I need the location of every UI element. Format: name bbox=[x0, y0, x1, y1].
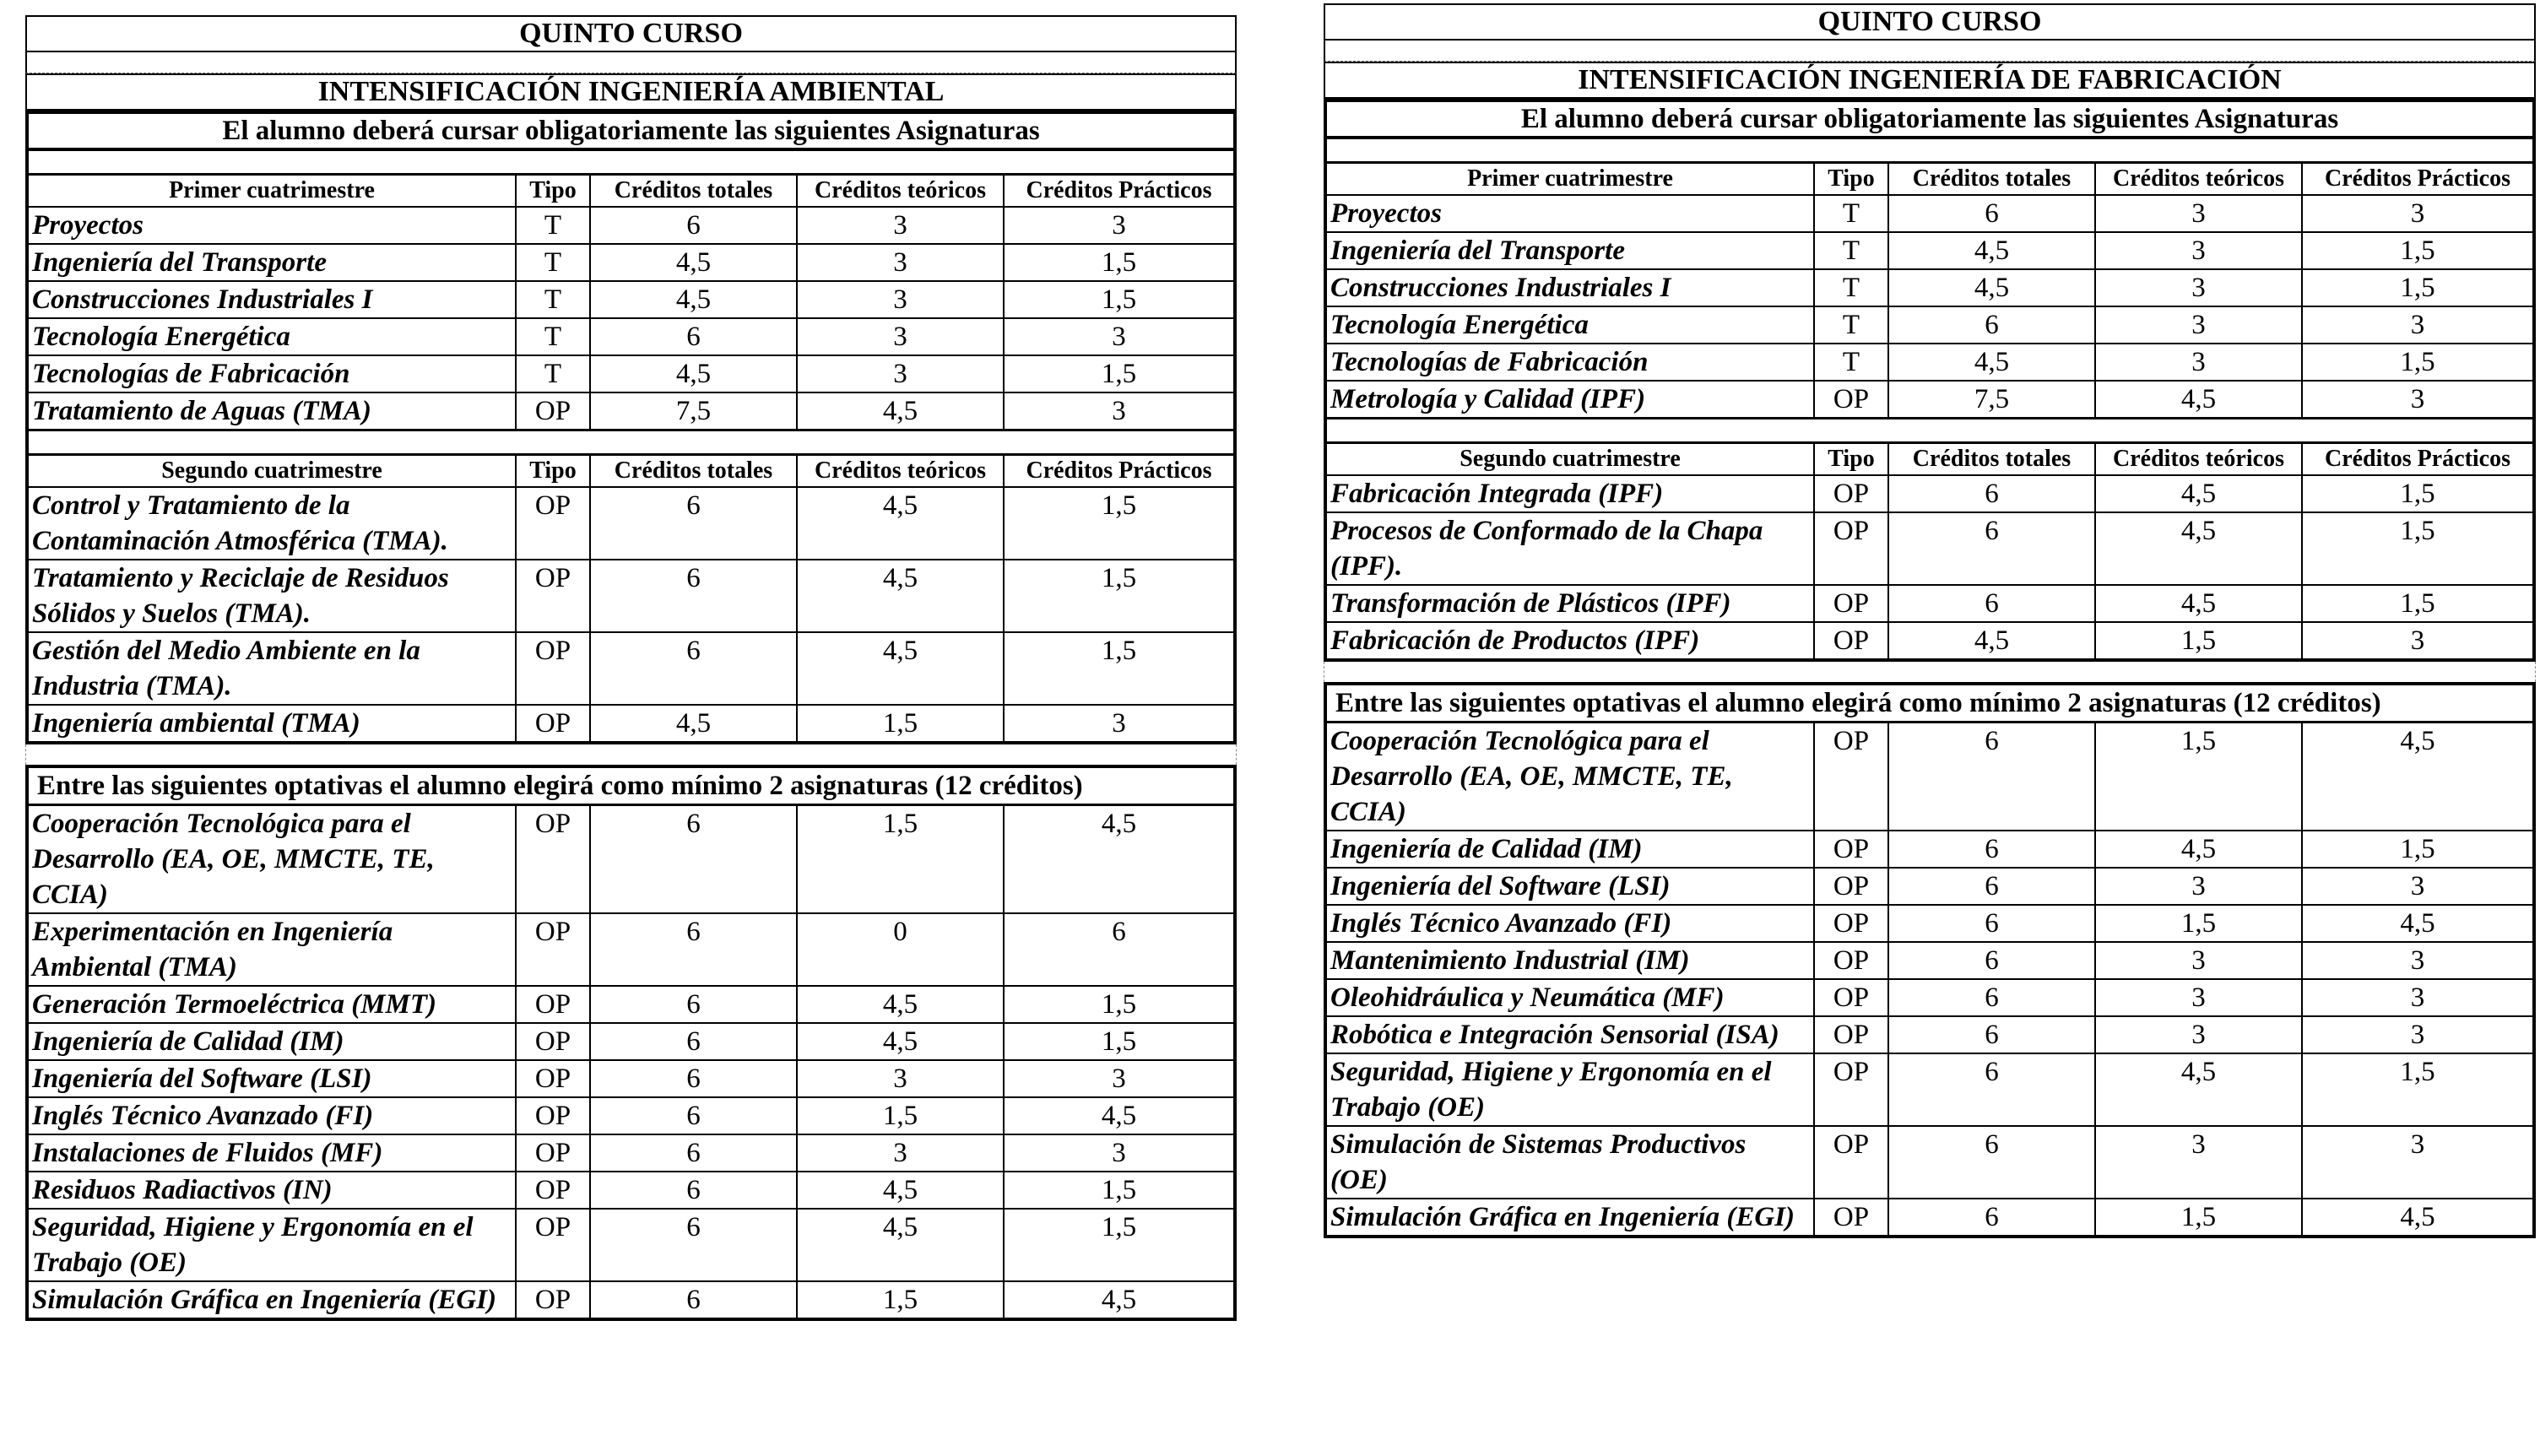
table-row bbox=[29, 392, 1233, 429]
total-credits: 4,5 bbox=[590, 244, 797, 281]
subject-name: Proyectos bbox=[29, 207, 516, 244]
col-header: Créditos totales bbox=[590, 176, 797, 207]
subject-name: Inglés Técnico Avanzado (FI) bbox=[29, 1097, 516, 1134]
theory-credits: 3 bbox=[797, 1060, 1004, 1097]
practice-credits: 3 bbox=[2302, 195, 2532, 232]
subject-name: Simulación Gráfica en Ingeniería (EGI) bbox=[32, 1285, 497, 1315]
col-header: Tipo bbox=[1814, 444, 1888, 475]
tipo: OP bbox=[516, 1209, 590, 1281]
total-credits: 6 bbox=[590, 986, 797, 1023]
theory-credits: 3 bbox=[797, 207, 1004, 244]
subject-name: Tratamiento de Aguas (TMA) bbox=[32, 396, 371, 426]
total-credits: 6 bbox=[1888, 475, 2095, 512]
tipo: T bbox=[1814, 195, 1888, 232]
course-title: QUINTO CURSO bbox=[25, 15, 1237, 52]
total-credits: 6 bbox=[1888, 723, 2095, 831]
theory-credits: 4,5 bbox=[2095, 585, 2302, 622]
practice-credits: 3 bbox=[2302, 979, 2532, 1016]
optional-table bbox=[29, 806, 1233, 1318]
total-credits: 6 bbox=[590, 1281, 797, 1318]
total-credits: 6 bbox=[1888, 1126, 2095, 1199]
col-header: Créditos Prácticos bbox=[1004, 456, 1233, 487]
theory-credits: 3 bbox=[797, 318, 1004, 355]
blank-row bbox=[29, 429, 1233, 456]
practice-credits: 3 bbox=[1004, 392, 1233, 429]
total-credits: 4,5 bbox=[590, 705, 797, 741]
table-row bbox=[1327, 306, 2532, 344]
practice-credits: 4,5 bbox=[2302, 905, 2532, 942]
subject-name: Fabricación de Productos (IPF) bbox=[1330, 625, 1700, 656]
theory-credits: 3 bbox=[2095, 195, 2302, 232]
col-header: Créditos totales bbox=[1888, 444, 2095, 475]
total-credits: 6 bbox=[1888, 306, 2095, 344]
first-header-row bbox=[1327, 164, 2532, 195]
total-credits: 6 bbox=[1888, 1199, 2095, 1235]
col-header: Primer cuatrimestre bbox=[29, 176, 516, 207]
theory-credits: 1,5 bbox=[797, 705, 1004, 741]
total-credits: 6 bbox=[590, 207, 797, 244]
theory-credits: 1,5 bbox=[797, 1097, 1004, 1134]
practice-credits: 4,5 bbox=[1004, 1097, 1233, 1134]
theory-credits: 4,5 bbox=[2095, 1053, 2302, 1126]
theory-credits: 4,5 bbox=[797, 392, 1004, 429]
tipo: OP bbox=[516, 1023, 590, 1060]
optional-box bbox=[25, 765, 1237, 1321]
tipo: OP bbox=[1814, 1126, 1888, 1199]
spacer bbox=[25, 744, 1237, 765]
total-credits: 6 bbox=[1888, 905, 2095, 942]
practice-credits: 3 bbox=[2302, 1016, 2532, 1053]
theory-credits: 4,5 bbox=[797, 1209, 1004, 1281]
table-row bbox=[29, 560, 1233, 632]
practice-credits: 1,5 bbox=[1004, 1209, 1233, 1281]
practice-credits: 1,5 bbox=[1004, 1172, 1233, 1209]
mandatory-note: El alumno deberá cursar obligatoriamente las siguientes Asignaturas bbox=[29, 114, 1233, 151]
subject-name: Tecnología Energética bbox=[29, 318, 516, 355]
right-panel bbox=[1324, 3, 2536, 1238]
total-credits: 6 bbox=[1888, 831, 2095, 868]
theory-credits: 3 bbox=[797, 1134, 1004, 1172]
theory-credits: 3 bbox=[797, 244, 1004, 281]
intensification-title: INTENSIFICACIÓN INGENIERÍA AMBIENTAL bbox=[25, 73, 1237, 111]
practice-credits: 3 bbox=[2302, 306, 2532, 344]
total-credits: 6 bbox=[1888, 942, 2095, 979]
second-header-row bbox=[1327, 444, 2532, 475]
total-credits: 6 bbox=[590, 1172, 797, 1209]
subject-name: Ingeniería del Transporte bbox=[1327, 232, 1814, 269]
subject-name: Control y Tratamiento de la Contaminación Atmosférica (TMA). bbox=[29, 487, 516, 560]
table-row bbox=[1327, 905, 2532, 942]
practice-credits: 1,5 bbox=[2302, 1053, 2532, 1126]
spacer bbox=[1324, 662, 2536, 682]
tipo: OP bbox=[1814, 905, 1888, 942]
theory-credits: 4,5 bbox=[797, 1172, 1004, 1209]
subject-name: Instalaciones de Fluidos (MF) bbox=[29, 1134, 516, 1172]
theory-credits: 3 bbox=[2095, 344, 2302, 381]
theory-credits: 4,5 bbox=[2095, 831, 2302, 868]
total-credits: 6 bbox=[590, 1209, 797, 1281]
subject-name: Robótica e Integración Sensorial (ISA) bbox=[1327, 1016, 1814, 1053]
tipo: OP bbox=[1814, 512, 1888, 585]
subject-name: Oleohidráulica y Neumática (MF) bbox=[1327, 979, 1814, 1016]
theory-credits: 4,5 bbox=[797, 560, 1004, 632]
subject-name: Seguridad, Higiene y Ergonomía en el Trabajo (OE) bbox=[29, 1209, 516, 1281]
table-row bbox=[29, 1281, 1233, 1318]
subject-name: Proyectos bbox=[1327, 195, 1814, 232]
theory-credits: 4,5 bbox=[797, 1023, 1004, 1060]
practice-credits: 1,5 bbox=[2302, 269, 2532, 306]
total-credits: 7,5 bbox=[1888, 381, 2095, 417]
tipo: OP bbox=[1814, 1053, 1888, 1126]
practice-credits: 3 bbox=[2302, 868, 2532, 905]
practice-credits: 1,5 bbox=[2302, 344, 2532, 381]
total-credits: 6 bbox=[590, 560, 797, 632]
total-credits: 6 bbox=[590, 487, 797, 560]
tipo: OP bbox=[1814, 831, 1888, 868]
table-row bbox=[1327, 868, 2532, 905]
practice-credits: 1,5 bbox=[1004, 355, 1233, 392]
theory-credits: 3 bbox=[797, 281, 1004, 318]
subject-name: Ingeniería del Software (LSI) bbox=[29, 1060, 516, 1097]
theory-credits: 3 bbox=[2095, 942, 2302, 979]
optional-note: Entre las siguientes optativas el alumno elegirá como mínimo 2 asignaturas (12 créditos) bbox=[1327, 685, 2532, 723]
tipo: OP bbox=[1814, 1016, 1888, 1053]
practice-credits: 1,5 bbox=[1004, 632, 1233, 705]
tipo: OP bbox=[1814, 942, 1888, 979]
practice-credits: 6 bbox=[1004, 913, 1233, 986]
tipo: OP bbox=[516, 705, 590, 741]
tipo: OP bbox=[1814, 381, 1888, 417]
subject-name: Gestión del Medio Ambiente en la Industria (TMA). bbox=[29, 632, 516, 705]
theory-credits: 3 bbox=[2095, 979, 2302, 1016]
subject-name: Construcciones Industriales I bbox=[1327, 269, 1814, 306]
tipo: OP bbox=[516, 1134, 590, 1172]
tipo: OP bbox=[1814, 622, 1888, 658]
table-row bbox=[29, 487, 1233, 560]
tipo: OP bbox=[1814, 868, 1888, 905]
theory-credits: 4,5 bbox=[797, 632, 1004, 705]
subject-name: Metrología y Calidad (IPF) bbox=[1330, 384, 1646, 414]
theory-credits: 3 bbox=[2095, 306, 2302, 344]
spacer bbox=[25, 52, 1237, 73]
subject-name: Cooperación Tecnológica para el Desarrollo (EA, OE, MMCTE, TE, CCIA) bbox=[29, 806, 516, 913]
practice-credits: 1,5 bbox=[2302, 831, 2532, 868]
theory-credits: 4,5 bbox=[2095, 475, 2302, 512]
col-header: Primer cuatrimestre bbox=[1327, 164, 1814, 195]
table-row bbox=[1327, 979, 2532, 1016]
theory-credits: 4,5 bbox=[2095, 381, 2302, 417]
mandatory-box bbox=[25, 111, 1237, 744]
subject-name: Inglés Técnico Avanzado (FI) bbox=[1327, 905, 1814, 942]
subject-name: Ingeniería de Calidad (IM) bbox=[1327, 831, 1814, 868]
col-header: Créditos Prácticos bbox=[1004, 176, 1233, 207]
tipo: OP bbox=[516, 1172, 590, 1209]
total-credits: 6 bbox=[1888, 585, 2095, 622]
subject-name: Tecnologías de Fabricación bbox=[29, 355, 516, 392]
blank-row bbox=[29, 151, 1233, 176]
tipo: T bbox=[1814, 232, 1888, 269]
table-row bbox=[29, 705, 1233, 741]
theory-credits: 1,5 bbox=[797, 1281, 1004, 1318]
total-credits: 4,5 bbox=[1888, 269, 2095, 306]
table-row bbox=[1327, 622, 2532, 658]
left-panel bbox=[25, 15, 1237, 1321]
tipo: OP bbox=[1814, 979, 1888, 1016]
tipo: OP bbox=[516, 632, 590, 705]
subject-name: Tecnologías de Fabricación bbox=[1327, 344, 1814, 381]
practice-credits: 3 bbox=[2302, 381, 2532, 417]
table-row bbox=[29, 1023, 1233, 1060]
total-credits: 6 bbox=[590, 632, 797, 705]
optional-box bbox=[1324, 682, 2536, 1238]
total-credits: 6 bbox=[590, 1060, 797, 1097]
total-credits: 4,5 bbox=[1888, 622, 2095, 658]
col-header: Tipo bbox=[516, 456, 590, 487]
theory-credits: 1,5 bbox=[797, 806, 1004, 913]
tipo: T bbox=[516, 244, 590, 281]
spacer bbox=[1324, 41, 2536, 62]
practice-credits: 4,5 bbox=[1004, 1281, 1233, 1318]
practice-credits: 1,5 bbox=[1004, 986, 1233, 1023]
tipo: OP bbox=[1814, 585, 1888, 622]
table-row bbox=[29, 632, 1233, 705]
subject-name: Construcciones Industriales I bbox=[29, 281, 516, 318]
total-credits: 6 bbox=[1888, 195, 2095, 232]
total-credits: 6 bbox=[590, 318, 797, 355]
subject-name: Transformación de Plásticos (IPF) bbox=[1327, 585, 1814, 622]
tipo: T bbox=[1814, 306, 1888, 344]
table-row bbox=[29, 355, 1233, 392]
col-header: Tipo bbox=[516, 176, 590, 207]
tipo: T bbox=[516, 207, 590, 244]
table-row bbox=[1327, 512, 2532, 585]
practice-credits: 1,5 bbox=[1004, 560, 1233, 632]
practice-credits: 4,5 bbox=[2302, 1199, 2532, 1235]
practice-credits: 3 bbox=[1004, 207, 1233, 244]
tipo: T bbox=[516, 281, 590, 318]
total-credits: 6 bbox=[590, 806, 797, 913]
table-row bbox=[1327, 344, 2532, 381]
table-row bbox=[1327, 585, 2532, 622]
subject-name: Tecnología Energética bbox=[1327, 306, 1814, 344]
table-row bbox=[29, 986, 1233, 1023]
tipo: OP bbox=[516, 913, 590, 986]
theory-credits: 1,5 bbox=[2095, 905, 2302, 942]
second-semester-table bbox=[1327, 444, 2532, 658]
table-row bbox=[29, 207, 1233, 244]
course-title: QUINTO CURSO bbox=[1324, 3, 2536, 41]
theory-credits: 0 bbox=[797, 913, 1004, 986]
subject-name: Ingeniería del Transporte bbox=[29, 244, 516, 281]
practice-credits: 3 bbox=[1004, 1060, 1233, 1097]
subject-name: Simulación Gráfica en Ingeniería (EGI) bbox=[1330, 1202, 1795, 1232]
second-semester-table bbox=[29, 456, 1233, 741]
theory-credits: 3 bbox=[2095, 1016, 2302, 1053]
subject-name: Generación Termoeléctrica (MMT) bbox=[29, 986, 516, 1023]
tipo: OP bbox=[516, 1060, 590, 1097]
practice-credits: 1,5 bbox=[2302, 585, 2532, 622]
table-row bbox=[1327, 269, 2532, 306]
practice-credits: 1,5 bbox=[2302, 512, 2532, 585]
total-credits: 4,5 bbox=[1888, 344, 2095, 381]
practice-credits: 3 bbox=[2302, 942, 2532, 979]
practice-credits: 1,5 bbox=[2302, 475, 2532, 512]
total-credits: 6 bbox=[1888, 868, 2095, 905]
col-header: Créditos Prácticos bbox=[2302, 164, 2532, 195]
tipo: OP bbox=[516, 1281, 590, 1318]
table-row bbox=[29, 281, 1233, 318]
intensification-title: INTENSIFICACIÓN INGENIERÍA DE FABRICACIÓN bbox=[1324, 62, 2536, 99]
theory-credits: 3 bbox=[2095, 269, 2302, 306]
table-row bbox=[1327, 1053, 2532, 1126]
subject-name: Mantenimiento Industrial (IM) bbox=[1327, 942, 1814, 979]
subject-name: Tratamiento y Reciclaje de Residuos Sólidos y Suelos (TMA). bbox=[29, 560, 516, 632]
practice-credits: 3 bbox=[2302, 1126, 2532, 1199]
first-semester-table bbox=[29, 176, 1233, 429]
table-row bbox=[1327, 723, 2532, 831]
table-row bbox=[29, 1209, 1233, 1281]
table-row bbox=[29, 1134, 1233, 1172]
tipo: OP bbox=[516, 487, 590, 560]
table-row bbox=[29, 1097, 1233, 1134]
practice-credits: 1,5 bbox=[1004, 1023, 1233, 1060]
total-credits: 6 bbox=[590, 913, 797, 986]
theory-credits: 4,5 bbox=[797, 487, 1004, 560]
table-row bbox=[1327, 195, 2532, 232]
subject-name: Simulación de Sistemas Productivos (OE) bbox=[1327, 1126, 1814, 1199]
theory-credits: 3 bbox=[2095, 232, 2302, 269]
practice-credits: 1,5 bbox=[1004, 281, 1233, 318]
theory-credits: 3 bbox=[2095, 868, 2302, 905]
total-credits: 6 bbox=[1888, 512, 2095, 585]
col-header: Créditos teóricos bbox=[2095, 164, 2302, 195]
table-row bbox=[1327, 475, 2532, 512]
practice-credits: 1,5 bbox=[1004, 487, 1233, 560]
subject-name: Experimentación en Ingeniería Ambiental (TMA) bbox=[29, 913, 516, 986]
first-semester-table bbox=[1327, 164, 2532, 417]
practice-credits: 4,5 bbox=[2302, 723, 2532, 831]
col-header: Créditos teóricos bbox=[797, 176, 1004, 207]
table-row bbox=[29, 1060, 1233, 1097]
total-credits: 6 bbox=[590, 1097, 797, 1134]
theory-credits: 1,5 bbox=[2095, 723, 2302, 831]
subject-name: Seguridad, Higiene y Ergonomía en el Trabajo (OE) bbox=[1327, 1053, 1814, 1126]
col-header: Créditos totales bbox=[1888, 164, 2095, 195]
tipo: OP bbox=[1814, 475, 1888, 512]
col-header: Tipo bbox=[1814, 164, 1888, 195]
subject-name: Ingeniería ambiental (TMA) bbox=[32, 708, 360, 739]
table-row bbox=[29, 244, 1233, 281]
theory-credits: 3 bbox=[797, 355, 1004, 392]
table-row bbox=[1327, 1016, 2532, 1053]
subject-name: Procesos de Conformado de la Chapa (IPF). bbox=[1327, 512, 1814, 585]
col-header: Segundo cuatrimestre bbox=[29, 456, 516, 487]
tipo: T bbox=[1814, 344, 1888, 381]
total-credits: 6 bbox=[1888, 1053, 2095, 1126]
optional-note: Entre las siguientes optativas el alumno elegirá como mínimo 2 asignaturas (12 créditos) bbox=[29, 768, 1233, 806]
tipo: OP bbox=[516, 560, 590, 632]
table-row bbox=[1327, 942, 2532, 979]
total-credits: 4,5 bbox=[590, 355, 797, 392]
theory-credits: 1,5 bbox=[2095, 1199, 2302, 1235]
total-credits: 4,5 bbox=[1888, 232, 2095, 269]
practice-credits: 3 bbox=[1004, 1134, 1233, 1172]
table-row bbox=[1327, 1199, 2532, 1235]
tipo: OP bbox=[516, 392, 590, 429]
col-header: Créditos totales bbox=[590, 456, 797, 487]
table-row bbox=[29, 318, 1233, 355]
col-header: Créditos teóricos bbox=[797, 456, 1004, 487]
subject-name: Ingeniería del Software (LSI) bbox=[1327, 868, 1814, 905]
practice-credits: 1,5 bbox=[2302, 232, 2532, 269]
tipo: T bbox=[516, 318, 590, 355]
table-row bbox=[1327, 232, 2532, 269]
theory-credits: 1,5 bbox=[2095, 622, 2302, 658]
total-credits: 4,5 bbox=[590, 281, 797, 318]
subject-name: Fabricación Integrada (IPF) bbox=[1327, 475, 1814, 512]
table-row bbox=[29, 806, 1233, 913]
optional-table bbox=[1327, 723, 2532, 1235]
total-credits: 6 bbox=[590, 1023, 797, 1060]
total-credits: 6 bbox=[590, 1134, 797, 1172]
tipo: T bbox=[516, 355, 590, 392]
col-header: Segundo cuatrimestre bbox=[1327, 444, 1814, 475]
subject-name: Ingeniería de Calidad (IM) bbox=[29, 1023, 516, 1060]
tipo: OP bbox=[1814, 1199, 1888, 1235]
tipo: OP bbox=[516, 806, 590, 913]
tipo: OP bbox=[516, 986, 590, 1023]
subject-name: Residuos Radiactivos (IN) bbox=[29, 1172, 516, 1209]
practice-credits: 1,5 bbox=[1004, 244, 1233, 281]
total-credits: 6 bbox=[1888, 979, 2095, 1016]
col-header: Créditos Prácticos bbox=[2302, 444, 2532, 475]
table-row bbox=[1327, 381, 2532, 417]
theory-credits: 3 bbox=[2095, 1126, 2302, 1199]
practice-credits: 3 bbox=[1004, 318, 1233, 355]
subject-name: Cooperación Tecnológica para el Desarrollo (EA, OE, MMCTE, TE, CCIA) bbox=[1327, 723, 1814, 831]
table-row bbox=[1327, 1126, 2532, 1199]
table-row bbox=[29, 913, 1233, 986]
tipo: OP bbox=[1814, 723, 1888, 831]
practice-credits: 3 bbox=[1004, 705, 1233, 741]
practice-credits: 3 bbox=[2302, 622, 2532, 658]
first-header-row bbox=[29, 176, 1233, 207]
mandatory-box bbox=[1324, 99, 2536, 662]
second-header-row bbox=[29, 456, 1233, 487]
col-header: Créditos teóricos bbox=[2095, 444, 2302, 475]
table-row bbox=[1327, 831, 2532, 868]
total-credits: 7,5 bbox=[590, 392, 797, 429]
theory-credits: 4,5 bbox=[2095, 512, 2302, 585]
practice-credits: 4,5 bbox=[1004, 806, 1233, 913]
tipo: T bbox=[1814, 269, 1888, 306]
blank-row bbox=[1327, 417, 2532, 444]
table-row bbox=[29, 1172, 1233, 1209]
tipo: OP bbox=[516, 1097, 590, 1134]
total-credits: 6 bbox=[1888, 1016, 2095, 1053]
theory-credits: 4,5 bbox=[797, 986, 1004, 1023]
blank-row bbox=[1327, 139, 2532, 164]
mandatory-note: El alumno deberá cursar obligatoriamente las siguientes Asignaturas bbox=[1327, 102, 2532, 139]
